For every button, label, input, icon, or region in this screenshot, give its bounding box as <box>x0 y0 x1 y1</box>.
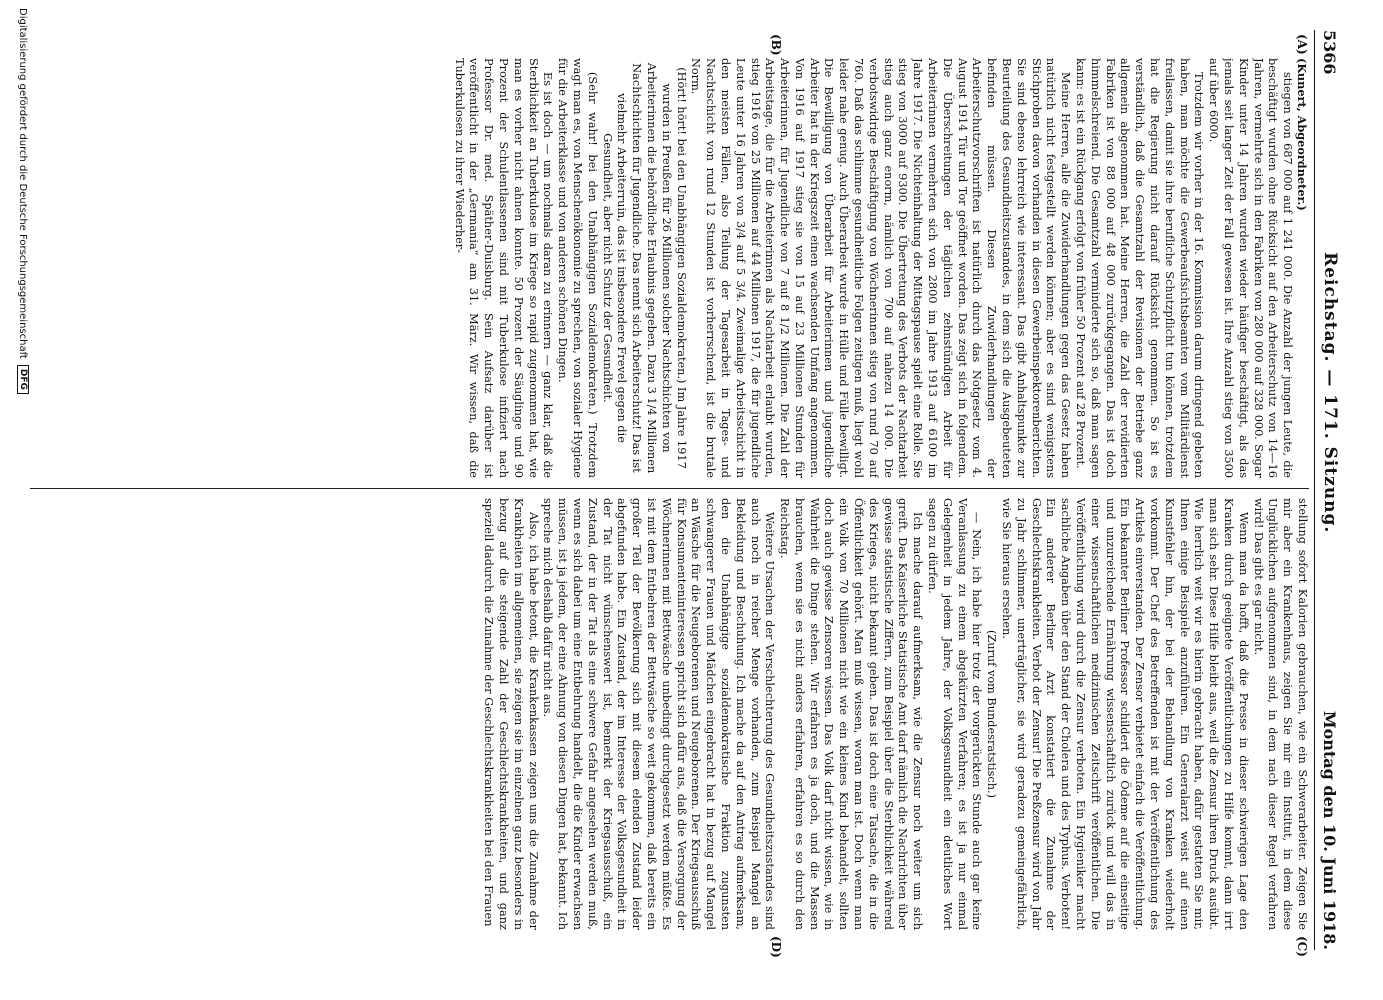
margin-marker-b: (B) <box>769 34 783 56</box>
paragraph: Trotzdem wir vorher in der 16. Kommission darum dringend gebeten haben, man möchte die Gewerbeaufsichtsbeamten vom Militärdienst freilassen, damit sie ihre berufliche Schutzpflicht tun können, trotzdem hat die Regierung nicht darauf Rücksicht genommen. So ist es verständlich, daß die Gesamtzahl der Revisionen der Betriebe ganz allgemein abgenommen hat. Meine Herren, die Zahl der revidierten Fabriken ist von 88 000 auf 48 000 zurückgegangen. Das ist doch himmelschreiend. Die Gesamtzahl verminderte sich so, daß man sagen kann: es ist ein Rückgang erfolgt von früher 50 Prozent auf 28 Prozent. <box>1074 58 1206 478</box>
page-header <box>1317 30 1343 950</box>
column-divider <box>30 488 1309 489</box>
session-date: Montag den 10. Juni 1918. <box>1320 710 1340 950</box>
paragraph: Es ist doch — um nochmals daran zu erinnern — ganz klar, daß die Sterblichkeit an Tuberkulose im Kriege so rapid zugenommen hat, wie man es vorher nicht ahnen konnte. 50 Prozent der Säuglinge und 90 Prozent der Schulentlassenen sind mit Tuberkulose infiziert nach Professor Dr. med. Späther-Duisburg. Sein Aufsatz darüber ist veröffentlicht in der „Germania“ am 31. März. Wir wissen, daß die Tuberkulosen zu ihrer Wiederher- <box>452 58 555 478</box>
header-rule <box>1314 30 1315 950</box>
margin-marker-a: (A) <box>1295 34 1309 55</box>
paragraph: stiegen von 687 000 auf 1 241 000. Die Anzahl der jungen Leute, die beschäftigt wurden ohne Rücksicht auf den Arbeiterschutz von 14—16 Jahren, vermehrte sich in den Fabriken von 280 000 auf 328 000. Sogar Kinder unter 14 Jahren wurden wieder häufiger beschäftigt, als das jemals seit langer Zeit der Fall gewesen ist. Ihre Anzahl stieg von 3500 auf über 6000. <box>1207 58 1295 478</box>
paragraph: (Sehr wahr! bei den Unabhängigen Sozialdemokraten.) Trotzdem wagt man es, von Menschenökonomie zu sprechen, von sozialer Hygiene für die Arbeiterklasse und von anderen schönen Dingen. <box>556 58 599 478</box>
margin-marker-c: (C) <box>1295 936 1309 957</box>
left-text-column <box>30 58 1309 478</box>
margin-marker-d: (D) <box>769 936 783 958</box>
dfg-logo: DFG <box>17 365 29 394</box>
paragraph: Wenn man da hofft, daß die Presse in dieser schwierigen Lage den Kranken durch geeignete Veröffentlichungen zu Hilfe kommt, dann irrt man sich sehr. Diese Hilfe bleibt aus, weil die Zensur ihren Druck ausübt. Wie herrlich weit wir es hierin gebracht haben, dafür gestatten Sie mir, Ihnen einige Beispiele anzuführen. Ein Generalarzt weist auf einen Kunstfehler hin, der bei der Behandlung von Kranken wiederholt vorkommt. Der Chef des Betreffenden ist mit der Veröffentlichung des Artikels einverstanden. Der Zensor verbietet einfach die Veröffentlichung. Ein bekannter Berliner Professor schildert die Ödeme auf die einseitige und unzureichende Ernährung wissenschaftlich zurück und will das in einer wissenschaftlichen medizinischen Zeitschrift veröffentlichen. Die Veröffentlichung wird durch die Zensur verboten. Ein Hygieniker macht sachliche Angaben über den Stand der Cholera und des Typhus. Verboten! Ein anderer Berliner Arzt konstatiert die Zunahme der Geschlechtskrankheiten. Verbot der Zensur! Die Preßzensur wird von Jahr zu Jahr schlimmer, unerträglicher, sie wird geradezu gemeingefährlich, wie Sie hieraus ersehen. <box>1000 498 1250 930</box>
paragraph: Ich mache darauf aufmerksam, wie die Zensur noch weiter um sich greift. Das Kaiserliche Statistische Amt darf nämlich die Nachrichten über gewisse statistische Ziffern, zum Beispiel über die Sterblichkeit während des Krieges, nicht bekannt geben. Das ist doch eine Tatsache, die in die Öffentlichkeit gehört. Man muß wissen, woran man ist. Doch wenn man ein Volk von 70 Millionen nicht wie ein kleines Kind behandelt, sollten doch auch gewisse Zensoren wissen. Das Volk darf nicht wissen, wie in Wahrheit die Dinge stehen. Wir erfahren es ja doch, und die Massen brauchen, wenn sie es nicht anders erfahren, erfahren es so durch den Reichstag. <box>778 498 925 930</box>
paragraph: Weitere Ursachen der Verschlechterung des Gesundheitszustandes sind auch noch in reicher Menge vorhanden, zum Beispiel Mangel an Bekleidung und Beschuhung. Ich mache da auf den Antrag aufmerksam, den die Unabhängige sozialdemokratische Fraktion zugunsten schwangerer Frauen und Mädchen eingebracht hat in bezug auf Mangel an Wäsche für die Neugeborenen und Neugeborenen. Der Kriegsausschuß für Konsumenteninteressen spricht sich dafür aus, daß die Versorgung der Wöchnerinnen mit Bettwäsche unbedingt durchgesetzt werden müßte. Es ist mit dem Entbehren der Bettwäsche so weit gekommen, daß bereits ein großer Teil der Bevölkerung sich mit diesem elenden Zustand leider abgefunden habe. Ein Zustand, der im Interesse der Volksgesundheit in der Tat nicht wünschenswert ist, bemerkt der Kriegsausschuß, ein Zustand, der in der Tat als eine schwere Gefahr angesehen werden muß, wenn es sich dabei um eine Entbehrung handelt, die die Kinder erwachsen müssen, ist ja jedem, der eine Ahnung von diesen Dingen hat, bekannt. Ich spreche mich deshalb dafür nicht aus. <box>541 498 777 930</box>
interjection: (Zuruf vom Bundesratstisch.) <box>985 629 999 799</box>
page-number: 5366 <box>1320 30 1340 75</box>
paragraph: Also, ich habe betont, die Krankenkassen zeigen uns die Zunahme der Krankheiten im allgemeinen, sie zeigen sie im einzelnen ganz besonders in bezug auf die steigende Zahl der Geschlechtskrankheiten, und ganz speziell dadurch die Zunahme der Geschlechtskrankheiten bei den Frauen <box>482 498 540 930</box>
speaker-name: (Kunert, Abgeordneter.) <box>1295 58 1309 211</box>
digitization-footer <box>13 0 33 1000</box>
paragraph: stellung sofort Kalorien gebrauchen, wie ein Schwerarbeiter. Zeigen Sie mir aber ein Krankenhaus, zeigen Sie mir ein Institut, in dem diese Unglücklichen aufgenommen sind, in dem nach dieser Regel verfahren wird! Das gibt es gar nicht. <box>1251 498 1309 930</box>
footer-text: Digitalisierung gefördert durch die Deutsche Forschungsgemeinschaft <box>17 8 29 359</box>
page-title: Reichstag. — 171. Sitzung. <box>1320 252 1340 534</box>
interjection: (Hört! hört! bei den Unabhängigen Sozialdemokraten.) Im Jahre 1917 wurden in Preußen für 26 Millionen solcher Nachtschichten von Arbeiterinnen die behördliche Erlaubnis gegeben. Dazu 3 1/4 Millionen Nachtschichten für Jugendliche. Das nennt sich Arbeiterschutz! Das ist vielmehr Arbeiterruin, das ist insbesondere Frevel gegen die Gesundheit, aber nicht Schutz der Gesundheit. <box>600 62 688 474</box>
paragraph: — Nein, ich habe hier trotz der vorgerückten Stunde auch gar keine Veranlassung zu einem abgekürzten Verfahren; es ist ja nur einmal Gelegenheit in jedem Jahre, der Volksgesundheit ein deutliches Wort sagen zu dürfen. <box>926 498 984 930</box>
paragraph: Meine Herren, alle die Zuwiderhandlungen gegen das Gesetz haben natürlich nicht festgestellt werden können; aber es sind wenigstens Stichproben davon vorhanden in diesen Gewerbeinspektorenberichten. Sie sind ebenso lehrreich wie interessant. Das gibt Anhaltspunkte zur Beurteilung des Gesundheitszustandes, in dem sich die Ausgebeuteten befinden müssen. Diesen Zuwiderhandlungen der Arbeiterschutzvorschriften ist natürlich durch das Notgesetz vom 4. August 1914 Tür und Tor geöffnet worden. Das zeigt sich in folgendem. Die Überschreitungen der täglichen zehnstündigen Arbeit für Arbeiterinnen vermehrten sich von 2800 im Jahre 1913 auf 6100 im Jahre 1917. Die Nichteinhaltung der Mittagspause spielt eine Rolle. Sie stieg von 3000 auf 9300. Die Übertretung des Verbots der Nachtarbeit stieg auch ganz enorm, nämlich von 700 auf nahezu 14 000. Die verbotswidrige Beschäftigung von Wöchnerinnen stieg von rund 70 auf 760. Daß das schlimme gesundheitliche Folgen zeitigen muß, liegt wohl leider nahe genug. Auch Überarbeit wurde in Hülle und Fülle bewilligt. Die Bewilligung von Überarbeit für Arbeiterinnen und jugendliche Arbeiter hat in der Kriegszeit einen wachsenden Umfang angenommen. Von 1916 auf 1917 stieg sie von 15 auf 23 Millionen Stunden für Arbeiterinnen, für Jugendliche von 7 auf 8 1/2 Millionen. Die Zahl der Arbeitstage, die für die Arbeiterinnen als Nachtarbeit erlaubt wurden, stieg 1916 von 25 Millionen auf 44 Millionen 1917, die für jugendliche Leute unter 16 Jahren von 3/4 auf 5 3/4. Zweimalige Arbeitsschicht in den meisten Fällen, also Teilung der Tagesarbeit in Tages- und Nachtschicht von rund 12 Stunden ist vorherrschend, ist die brutale Norm. <box>689 58 1073 478</box>
right-text-column <box>30 498 1309 930</box>
